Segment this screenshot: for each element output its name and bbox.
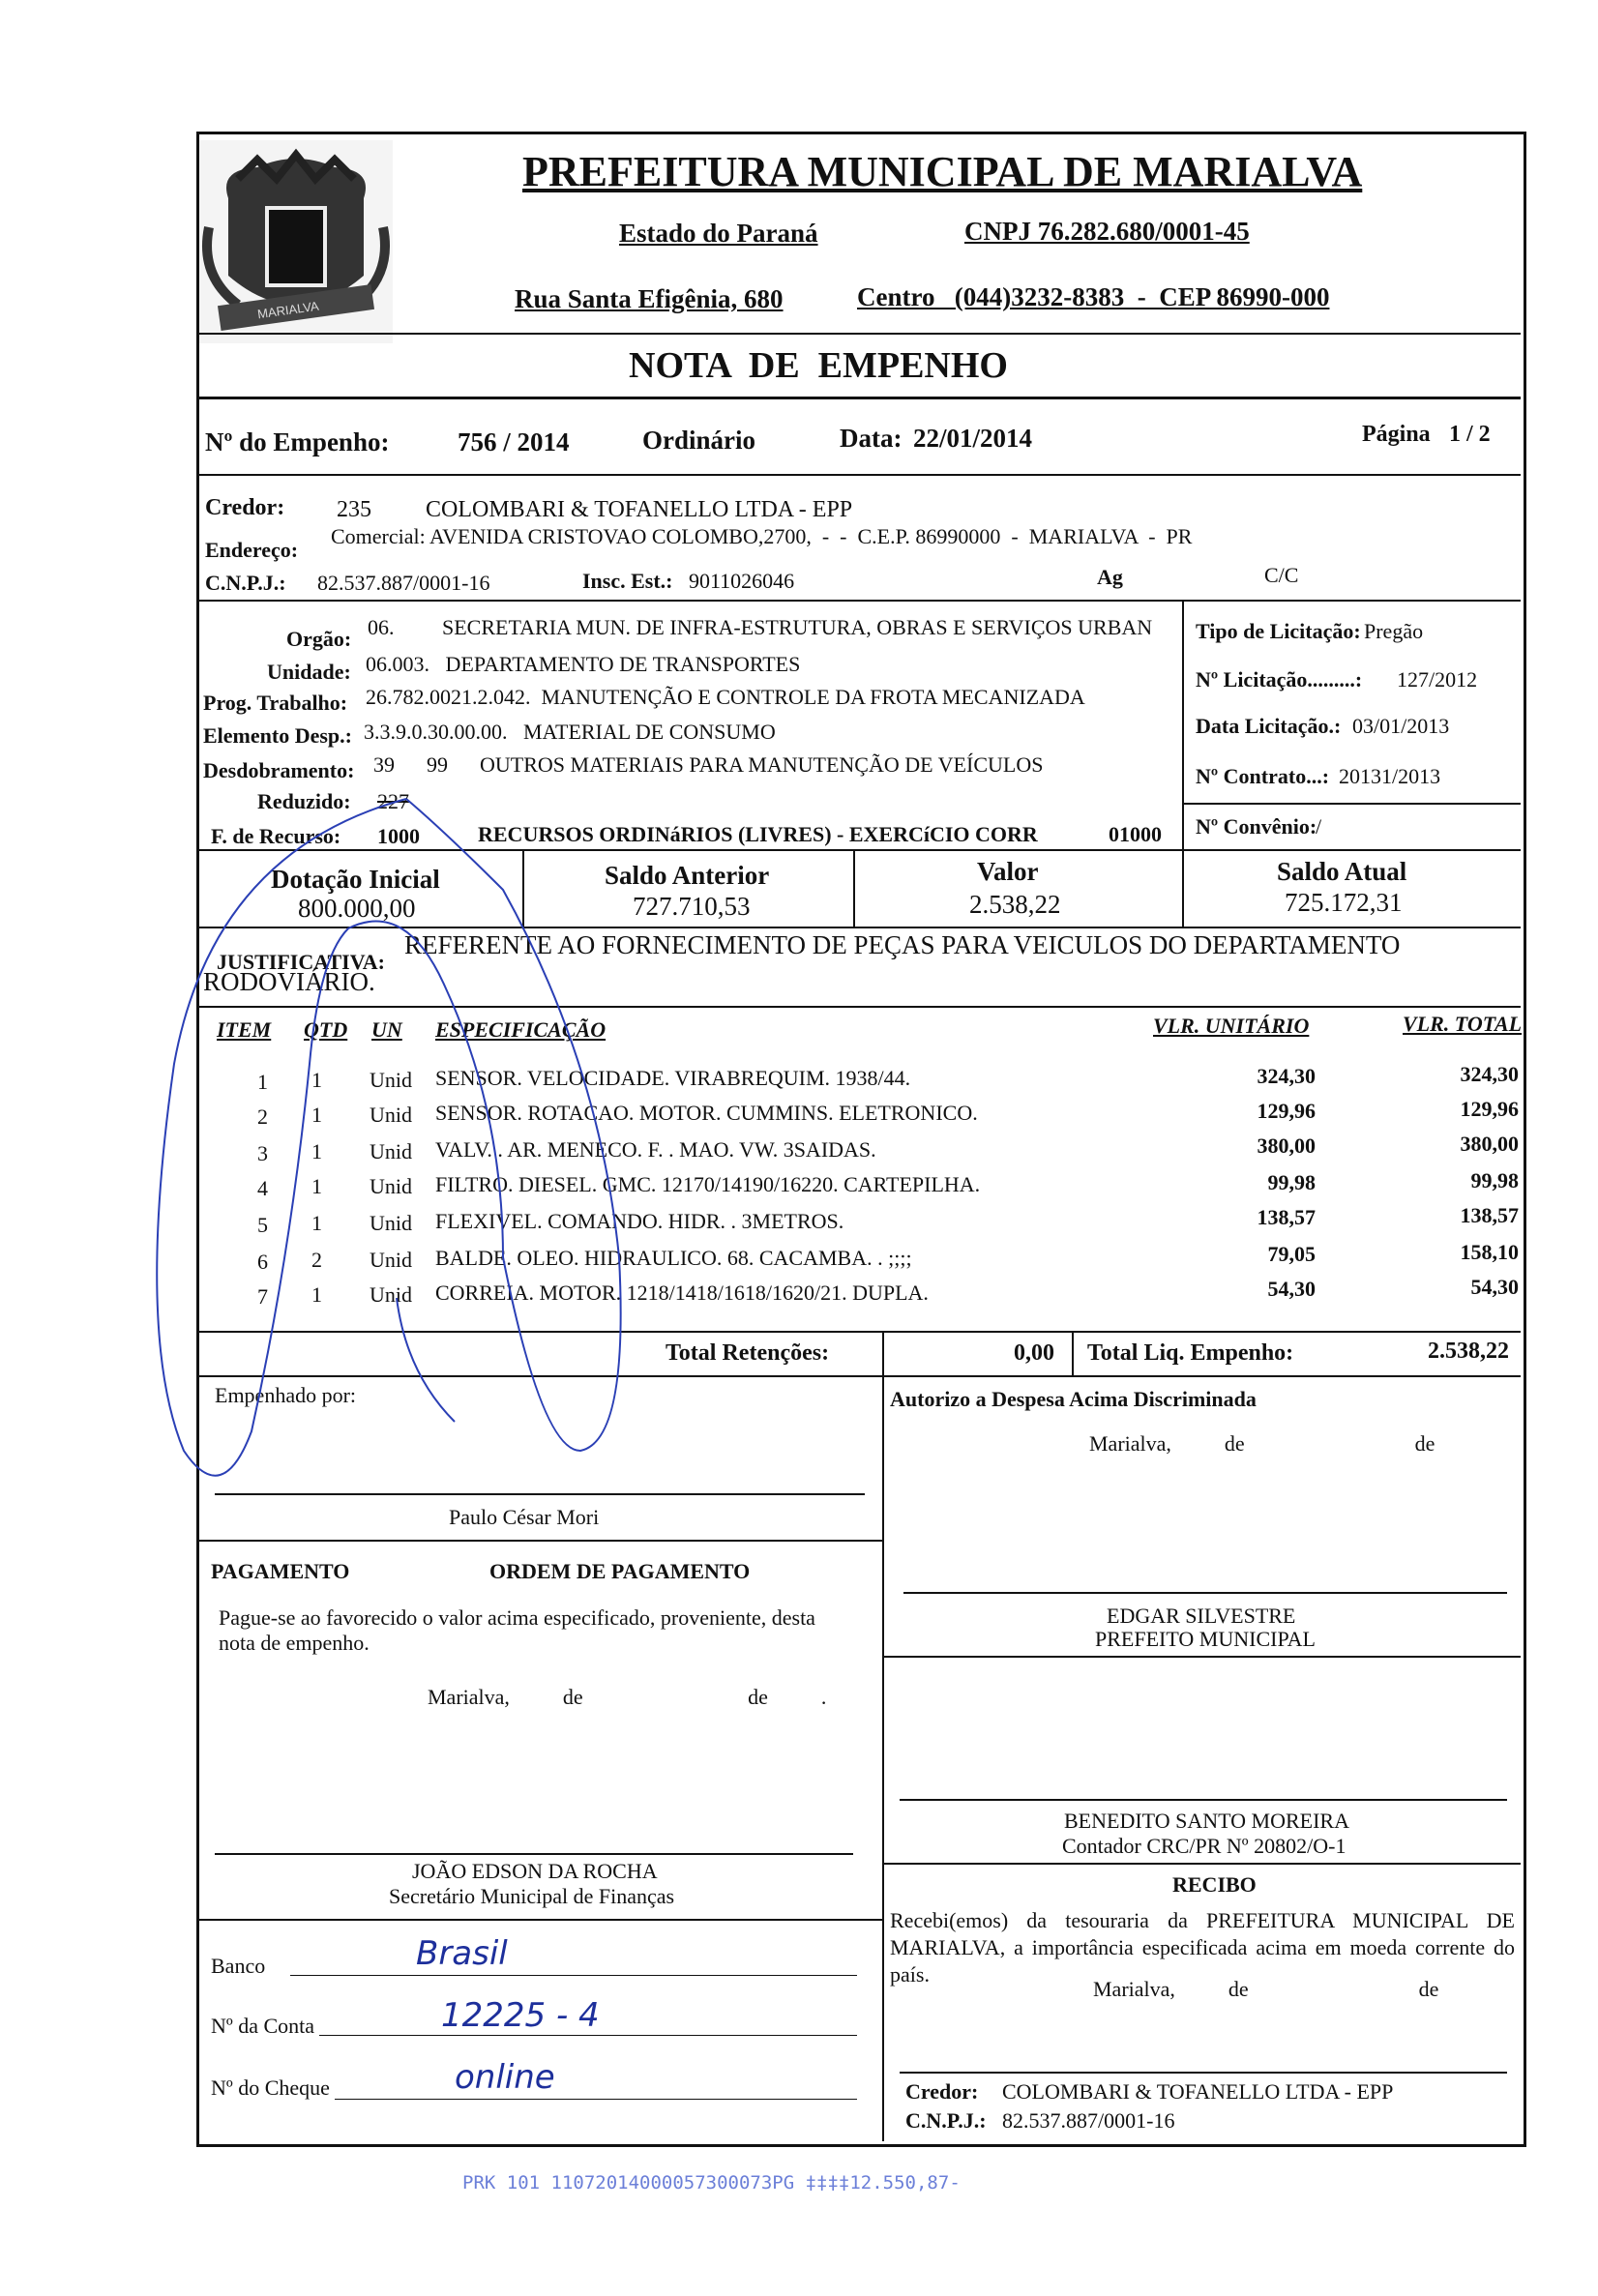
address-contact: Centro (044)3232-8383 - CEP 86990-000 xyxy=(857,282,1330,311)
contador-title: Contador CRC/PR Nº 20802/O-1 xyxy=(1062,1834,1346,1858)
contrato-value: 20131/2013 xyxy=(1339,764,1441,788)
tipo-licitacao: Pregão xyxy=(1364,619,1424,643)
item-unit-price: 380,00 xyxy=(1257,1133,1316,1158)
justificativa-text-cont: RODOVIÁRIO. xyxy=(203,967,375,996)
item-un: Unid xyxy=(370,1211,412,1235)
item-qtd: 1 xyxy=(311,1139,322,1163)
item-spec: FLEXIVEL. COMANDO. HIDR. . 3METROS. xyxy=(435,1209,844,1233)
item-spec: CORREIA. MOTOR. 1218/1418/1618/1620/21. DUPLA. xyxy=(435,1280,929,1305)
item-number: 1 xyxy=(257,1070,268,1094)
prog-label: Prog. Trabalho: xyxy=(203,691,348,715)
desdobramento-value: 39 99 OUTROS MATERIAIS PARA MANUTENÇÃO DE VEÍCULOS xyxy=(373,752,1044,777)
item-un: Unid xyxy=(370,1174,412,1198)
endereco-label: Endereço: xyxy=(205,538,299,562)
col-item: ITEM xyxy=(217,1017,272,1042)
item-un: Unid xyxy=(370,1139,412,1163)
col-unit: VLR. UNITÁRIO xyxy=(1153,1014,1310,1038)
autorizo-label: Autorizo a Despesa Acima Discriminada xyxy=(890,1387,1257,1411)
recibo-cnpj: 82.537.887/0001-16 xyxy=(1002,2108,1175,2133)
crest-ribbon-text: MARIALVA xyxy=(256,298,320,322)
item-number: 7 xyxy=(257,1284,268,1309)
item-number: 3 xyxy=(257,1141,268,1165)
item-spec: SENSOR. ROTACAO. MOTOR. CUMMINS. ELETRONICO. xyxy=(435,1101,978,1125)
item-un: Unid xyxy=(370,1068,412,1092)
item-total: 54,30 xyxy=(1470,1275,1519,1299)
unidade-label: Unidade: xyxy=(267,660,351,684)
municipal-crest xyxy=(199,140,393,343)
item-qtd: 1 xyxy=(311,1282,322,1307)
reduzido-label: Reduzido: xyxy=(257,789,351,813)
recibo-text: Recebi(emos) da tesouraria da PREFEITURA MUNICIPAL DE MARIALVA, a importância especificada acima em moeda corrente do país. xyxy=(890,1908,1515,1987)
item-qtd: 1 xyxy=(311,1103,322,1127)
agency-label: Ag xyxy=(1097,565,1123,589)
cnpj-header: CNPJ 76.282.680/0001-45 xyxy=(964,217,1250,246)
insc-value: 9011026046 xyxy=(689,569,795,593)
justificativa-text: REFERENTE AO FORNECIMENTO DE PEÇAS PARA VEICULOS DO DEPARTAMENTO xyxy=(404,930,1401,959)
liquido-value: 2.538,22 xyxy=(1428,1339,1509,1364)
item-total: 138,57 xyxy=(1460,1203,1519,1227)
address-street: Rua Santa Efigênia, 680 xyxy=(515,284,784,313)
item-unit-price: 138,57 xyxy=(1257,1205,1316,1229)
item-unit-price: 99,98 xyxy=(1267,1170,1316,1194)
valor-value: 2.538,22 xyxy=(969,890,1061,919)
item-spec: BALDE. OLEO. HIDRAULICO. 68. CACAMBA. . ;;;; xyxy=(435,1246,912,1270)
pagamento-label: PAGAMENTO xyxy=(211,1559,350,1583)
recibo-city-date: Marialva, de de xyxy=(1093,1977,1439,2001)
col-spec: ESPECIFICAÇÃO xyxy=(435,1017,607,1042)
retencoes-value: 0,00 xyxy=(1014,1340,1054,1366)
recibo-credor: COLOMBARI & TOFANELLO LTDA - EPP xyxy=(1002,2079,1394,2104)
item-total: 99,98 xyxy=(1470,1168,1519,1192)
unidade-value: 06.003. DEPARTAMENTO DE TRANSPORTES xyxy=(366,652,801,676)
item-qtd: 2 xyxy=(311,1248,322,1272)
empenho-date: 22/01/2014 xyxy=(913,424,1033,453)
col-un: UN xyxy=(371,1017,402,1042)
conta-handwritten: 12225 - 4 xyxy=(441,1996,600,2035)
page-number: 1 / 2 xyxy=(1449,422,1491,447)
item-number: 4 xyxy=(257,1176,268,1200)
banco-handwritten: Brasil xyxy=(416,1934,508,1973)
empenhado-name: Paulo César Mori xyxy=(449,1505,600,1529)
saldo-atual-value: 725.172,31 xyxy=(1285,888,1403,917)
municipality-title: PREFEITURA MUNICIPAL DE MARIALVA xyxy=(522,148,1363,195)
item-number: 6 xyxy=(257,1250,268,1274)
mechanical-stamp: PRK 101 11072014000057300073PG ‡‡‡‡12.550,87- xyxy=(462,2172,961,2193)
recurso-code: 01000 xyxy=(1109,822,1162,846)
credor-label: Credor: xyxy=(205,495,285,520)
document-title: NOTA DE EMPENHO xyxy=(629,345,1008,386)
ordem-pagamento-label: ORDEM DE PAGAMENTO xyxy=(489,1559,751,1583)
col-qtd: QTD xyxy=(304,1017,348,1042)
empenho-type: Ordinário xyxy=(642,426,756,455)
contador-name: BENEDITO SANTO MOREIRA xyxy=(1064,1809,1349,1833)
cheque-handwritten: online xyxy=(455,2058,555,2097)
reduzido-value: 227 xyxy=(377,789,409,813)
desdobramento-label: Desdobramento: xyxy=(203,758,355,782)
item-spec: SENSOR. VELOCIDADE. VIRABREQUIM. 1938/44. xyxy=(435,1066,911,1090)
col-total: VLR. TOTAL xyxy=(1403,1012,1523,1036)
recurso-label: F. de Recurso: xyxy=(211,824,341,848)
credor-name: COLOMBARI & TOFANELLO LTDA - EPP xyxy=(426,497,853,522)
page-label: Página xyxy=(1362,422,1431,447)
prefeito-title: PREFEITO MUNICIPAL xyxy=(1095,1627,1316,1651)
numero-licitacao-label: Nº Licitação.........: xyxy=(1196,667,1363,692)
secretario-name: JOÃO EDSON DA ROCHA xyxy=(412,1859,658,1883)
numero-licitacao: 127/2012 xyxy=(1397,667,1478,692)
state-label: Estado do Paraná xyxy=(619,219,818,248)
conta-label: Nº da Conta xyxy=(211,2014,315,2038)
prefeito-name: EDGAR SILVESTRE xyxy=(1107,1604,1296,1628)
item-unit-price: 79,05 xyxy=(1267,1242,1316,1266)
item-total: 129,96 xyxy=(1460,1097,1519,1121)
empenho-number: 756 / 2014 xyxy=(458,427,570,456)
item-un: Unid xyxy=(370,1103,412,1127)
convenio-value: / xyxy=(1316,814,1322,839)
convenio-label: Nº Convênio: xyxy=(1196,814,1317,839)
credor-cnpj: 82.537.887/0001-16 xyxy=(317,571,490,595)
saldo-anterior-label: Saldo Anterior xyxy=(605,861,770,890)
item-qtd: 1 xyxy=(311,1174,322,1198)
recibo-title: RECIBO xyxy=(1172,1872,1257,1897)
orgao-label: Orgão: xyxy=(286,627,352,651)
insc-label: Insc. Est.: xyxy=(582,569,673,593)
recibo-credor-label: Credor: xyxy=(905,2079,979,2104)
recurso-value: 1000 xyxy=(377,824,420,848)
justificativa-label: JUSTIFICATIVA: xyxy=(217,950,386,974)
secretario-title: Secretário Municipal de Finanças xyxy=(389,1884,675,1908)
item-total: 380,00 xyxy=(1460,1132,1519,1156)
item-spec: VALV. . AR. MENECO. F. . MAO. VW. 3SAIDAS. xyxy=(435,1137,876,1162)
item-number: 2 xyxy=(257,1104,268,1129)
contrato-label: Nº Contrato...: xyxy=(1196,764,1330,788)
orgao-value: 06. SECRETARIA MUN. DE INFRA-ESTRUTURA, OBRAS E SERVIÇOS URBAN xyxy=(368,615,1153,639)
item-unit-price: 129,96 xyxy=(1257,1099,1316,1123)
elemento-label: Elemento Desp.: xyxy=(203,723,352,748)
item-un: Unid xyxy=(370,1248,412,1272)
autorizo-city-date: Marialva, de de xyxy=(1089,1431,1435,1456)
saldo-atual-label: Saldo Atual xyxy=(1277,857,1407,886)
pagamento-city-date: Marialva, de de . xyxy=(428,1685,827,1709)
item-unit-price: 54,30 xyxy=(1267,1277,1316,1301)
empenhado-label: Empenhado por: xyxy=(215,1383,357,1407)
dotacao-label: Dotação Inicial xyxy=(271,865,440,894)
item-total: 158,10 xyxy=(1460,1240,1519,1264)
saldo-anterior-value: 727.710,53 xyxy=(633,892,751,921)
item-number: 5 xyxy=(257,1213,268,1237)
liquido-label: Total Liq. Empenho: xyxy=(1087,1340,1294,1366)
credor-address: Comercial: AVENIDA CRISTOVAO COLOMBO,2700, - - C.E.P. 86990000 - MARIALVA - PR xyxy=(331,524,1193,548)
banco-label: Banco xyxy=(211,1954,266,1978)
credor-code: 235 xyxy=(337,497,371,522)
retencoes-label: Total Retenções: xyxy=(666,1340,830,1366)
valor-label: Valor xyxy=(977,857,1039,886)
item-qtd: 1 xyxy=(311,1211,322,1235)
recurso-description: RECURSOS ORDINáRIOS (LIVRES) - EXERCíCIO CORR xyxy=(478,822,1038,846)
item-total: 324,30 xyxy=(1460,1062,1519,1086)
item-qtd: 1 xyxy=(311,1068,322,1092)
empenho-date-label: Data: xyxy=(840,424,903,453)
prog-value: 26.782.0021.2.042. MANUTENÇÃO E CONTROLE DA FROTA MECANIZADA xyxy=(366,685,1085,709)
empenho-number-label: Nº do Empenho: xyxy=(205,427,390,456)
account-label: C/C xyxy=(1264,563,1299,587)
elemento-value: 3.3.9.0.30.00.00. MATERIAL DE CONSUMO xyxy=(364,720,776,744)
credor-cnpj-label: C.N.P.J.: xyxy=(205,571,286,595)
tipo-licitacao-label: Tipo de Licitação: xyxy=(1196,619,1361,643)
data-licitacao-label: Data Licitação.: xyxy=(1196,714,1342,738)
item-unit-price: 324,30 xyxy=(1257,1064,1316,1088)
dotacao-value: 800.000,00 xyxy=(298,894,416,923)
data-licitacao: 03/01/2013 xyxy=(1352,714,1450,738)
cheque-label: Nº do Cheque xyxy=(211,2075,330,2100)
recibo-cnpj-label: C.N.P.J.: xyxy=(905,2108,987,2133)
item-spec: FILTRO. DIESEL. GMC. 12170/14190/16220. CARTEPILHA. xyxy=(435,1172,981,1196)
pagamento-text: Pague-se ao favorecido o valor acima especificado, proveniente, desta nota de empenho. xyxy=(219,1605,815,1655)
item-un: Unid xyxy=(370,1282,412,1307)
